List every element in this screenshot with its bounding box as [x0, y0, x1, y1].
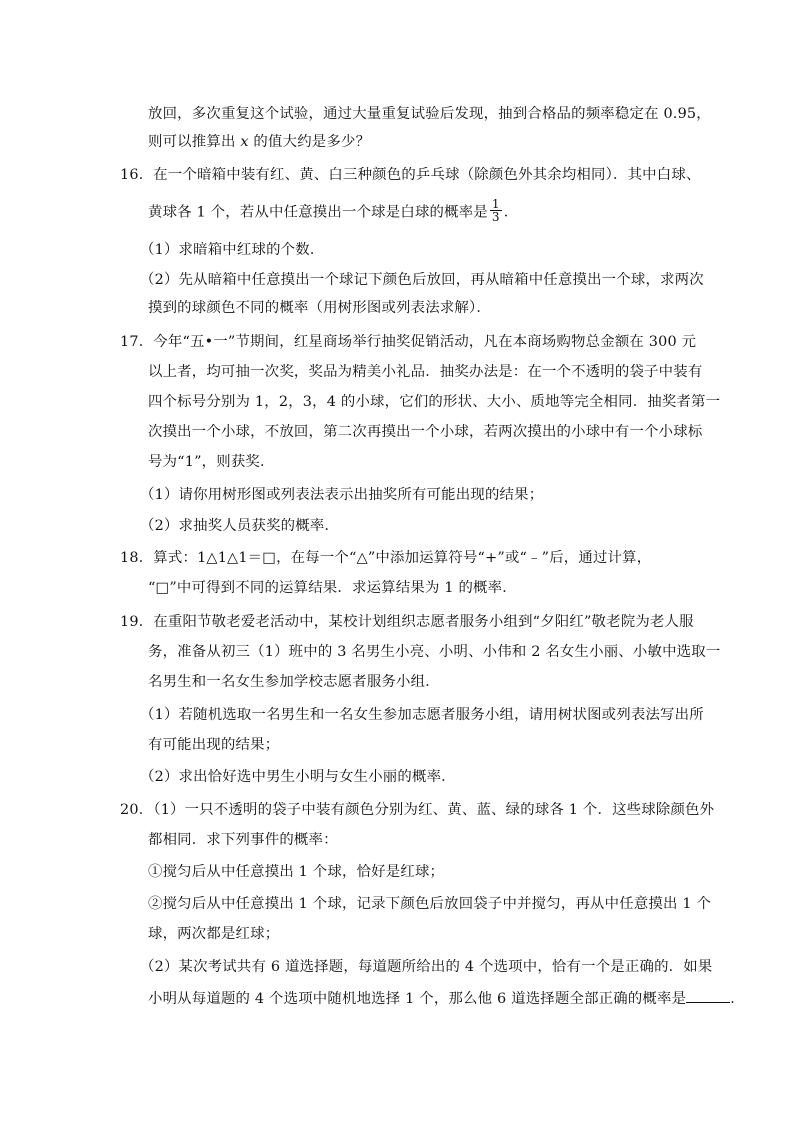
- q16-part-2-line-1: （2）先从暗箱中任意摸出一个球记下颜色后放回，再从暗箱中任意摸出一个球，求两次: [140, 272, 704, 288]
- q16-text-b: ．: [503, 204, 519, 221]
- q15-continuation-line-1: 放回，多次重复这个试验，通过大量重复试验后发现，抽到合格品的频率稳定在 0.95，: [148, 106, 711, 122]
- q16-line-2: [148, 197, 519, 225]
- q20-sub-2-line-1: ②搅匀后从中任意摸出 1 个球，记录下颜色后放回袋子中并搅匀，再从中任意摸出 1 个: [148, 896, 712, 912]
- answer-blank: [686, 988, 730, 1003]
- q18-line-1: 18．算式：1△1△1＝□，在每一个“△”中添加运算符号“+”或“﹣”后，通过计算，: [120, 550, 652, 566]
- q19-line-2: 务，准备从初三（1）班中的 3 名男生小亮、小明、小伟和 2 名女生小丽、小敏中选取一: [148, 644, 721, 660]
- q16-part-1: （1）求暗箱中红球的个数．: [140, 242, 325, 258]
- q20-part-2-end: ．: [730, 991, 745, 1007]
- q15-continuation-line-2: [148, 132, 370, 152]
- q17-line-3: 四个标号分别为 1，2，3，4 的小球，它们的形状、大小、质地等完全相同．抽奖者第一: [148, 394, 721, 410]
- q19-part-1-line-1: （1）若随机选取一名男生和一名女生参加志愿者服务小组，请用树状图或列表法写出所: [140, 707, 704, 723]
- q20-line-2: 都相同．求下列事件的概率：: [148, 832, 338, 848]
- q17-line-1: 17．今年“五•一”节期间，红星商场举行抽奖促销活动，凡在本商场购物总金额在 300 元: [120, 334, 697, 350]
- q17-part-1: （1）请你用树形图或列表法表示出抽奖所有可能出现的结果；: [140, 487, 544, 503]
- q15-text-a: 则可以推算出: [148, 134, 241, 150]
- q20-sub-2-line-2: 球，两次都是红球；: [148, 926, 280, 942]
- fraction-one-third: [490, 198, 502, 223]
- q20-part-2-line-2: [148, 988, 745, 1009]
- fraction-numerator: 1: [491, 197, 500, 211]
- q19-line-1: 19．在重阳节敬老爱老活动中，某校计划组织志愿者服务小组到“夕阳红”敬老院为老人服: [120, 614, 694, 630]
- fraction-denominator: 3: [491, 210, 500, 224]
- q17-line-2: 以上者，均可抽一次奖，奖品为精美小礼品．抽奖办法是：在一个不透明的袋子中装有: [148, 364, 703, 380]
- q19-part-2: （2）求出恰好选中男生小明与女生小丽的概率．: [140, 769, 456, 785]
- q16-text-a: 黄球各 1 个，若从中任意摸出一个球是白球的概率是: [148, 204, 488, 221]
- q19-part-1-line-2: 有可能出现的结果；: [148, 737, 280, 753]
- q17-line-4: 次摸出一个小球，不放回，第二次再摸出一个小球，若两次摸出的小球中有一个小球标: [148, 424, 703, 440]
- q20-line-1: 20．（1）一只不透明的袋子中装有颜色分别为红、黄、蓝、绿的球各 1 个．这些球除颜色外: [120, 802, 715, 818]
- q20-sub-1: ①搅匀后从中任意摸出 1 个球，恰好是红球；: [148, 864, 445, 880]
- variable-x: x: [240, 134, 249, 150]
- q18-line-2: “□”中可得到不同的运算结果．求运算结果为 1 的概率．: [148, 580, 517, 596]
- q17-line-5: 号为“1”，则获奖．: [148, 454, 275, 470]
- q19-line-3: 名男生和一名女生参加学校志愿者服务小组．: [148, 674, 440, 690]
- q20-part-2-line-1: （2）某次考试共有 6 道选择题，每道题所给出的 4 个选项中，恰有一个是正确的．如果: [140, 959, 713, 975]
- q20-part-2-text: 小明从每道题的 4 个选项中随机地选择 1 个，那么他 6 道选择题全部正确的概率是: [148, 991, 687, 1007]
- q17-part-2: （2）求抽奖人员获奖的概率．: [140, 518, 340, 534]
- q16-part-2-line-2: 摸到的球颜色不同的概率（用树形图或列表法求解）．: [148, 300, 491, 316]
- q15-text-b: 的值大约是多少？: [248, 134, 371, 150]
- q16-line-1: 16．在一个暗箱中装有红、黄、白三种颜色的乒乓球（除颜色外其余均相同）．其中白球、: [120, 167, 701, 183]
